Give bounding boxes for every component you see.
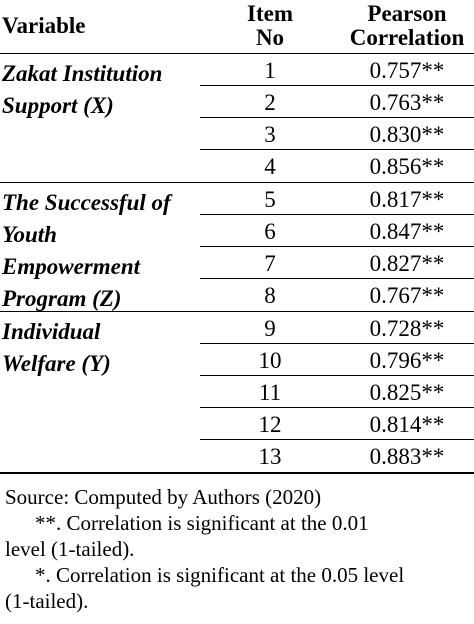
- variable-name-line: Program (Z): [2, 286, 122, 311]
- variable-name-line: Welfare (Y): [2, 351, 111, 376]
- variable-group: [0, 183, 474, 312]
- pearson-correlation-value: 0.796**: [369, 348, 445, 373]
- table-row: [0, 376, 474, 408]
- table-body: [0, 54, 474, 474]
- item-number: 1: [264, 58, 276, 83]
- item-number: 9: [264, 316, 276, 341]
- item-number: 2: [264, 90, 276, 115]
- table-notes: [0, 484, 474, 614]
- variable-group: [0, 54, 474, 183]
- pearson-correlation-value: 0.883**: [369, 444, 445, 469]
- variable-name-line: Youth: [2, 222, 57, 247]
- table-row: [0, 440, 474, 472]
- item-number: 11: [258, 380, 282, 405]
- pearson-correlation-value: 0.830**: [369, 122, 445, 147]
- item-number: 13: [258, 444, 282, 469]
- table-row: [0, 279, 474, 311]
- item-number: 5: [264, 187, 276, 212]
- item-number: 12: [258, 412, 282, 437]
- table-row: [0, 54, 474, 86]
- pearson-correlation-value: 0.827**: [369, 251, 445, 276]
- item-number: 7: [264, 251, 276, 276]
- table-row: [0, 118, 474, 150]
- variable-group: [0, 312, 474, 474]
- header-item-line2: No: [255, 25, 285, 50]
- item-number: 4: [264, 154, 276, 179]
- variable-name-line: Empowerment: [2, 254, 141, 279]
- table-row: [0, 183, 474, 215]
- header-variable: Variable: [2, 13, 86, 38]
- pearson-correlation-value: 0.856**: [369, 154, 445, 179]
- source-note: Source: Computed by Authors (2020): [5, 485, 322, 509]
- header-pearson-correlation: [340, 2, 474, 50]
- item-number: 3: [264, 122, 276, 147]
- pearson-correlation-value: 0.728**: [369, 316, 445, 341]
- header-item-no: [230, 2, 310, 50]
- significance-note-001: **. Correlation is significant at the 0.01: [35, 511, 369, 535]
- pearson-correlation-value: 0.825**: [369, 380, 445, 405]
- pearson-correlation-value: 0.817**: [369, 187, 445, 212]
- table-row: [0, 150, 474, 182]
- table-row: [0, 312, 474, 344]
- variable-name-line: The Successful of: [2, 190, 171, 215]
- pearson-correlation-value: 0.767**: [369, 283, 445, 308]
- table-row: [0, 247, 474, 279]
- significance-note-005-cont: (1-tailed).: [5, 589, 89, 613]
- pearson-correlation-value: 0.814**: [369, 412, 445, 437]
- header-corr-line2: Correlation: [349, 25, 465, 50]
- item-number: 6: [264, 219, 276, 244]
- variable-name-line: Zakat Institution: [2, 61, 163, 86]
- table-header: [0, 0, 474, 54]
- pearson-correlation-value: 0.763**: [369, 90, 445, 115]
- item-number: 10: [258, 348, 282, 373]
- significance-note-001-cont: level (1-tailed).: [5, 537, 135, 561]
- pearson-correlation-value: 0.757**: [369, 58, 445, 83]
- table-row: [0, 215, 474, 247]
- variable-name-line: Individual: [2, 319, 101, 344]
- significance-note-005: *. Correlation is significant at the 0.05 level: [35, 563, 405, 587]
- table-row: [0, 344, 474, 376]
- item-number: 8: [264, 283, 276, 308]
- table-row: [0, 86, 474, 118]
- table-row: [0, 408, 474, 440]
- header-item-line1: Item: [247, 1, 293, 26]
- header-corr-line1: Pearson: [367, 1, 447, 26]
- pearson-correlation-value: 0.847**: [369, 219, 445, 244]
- variable-name-line: Support (X): [2, 93, 114, 118]
